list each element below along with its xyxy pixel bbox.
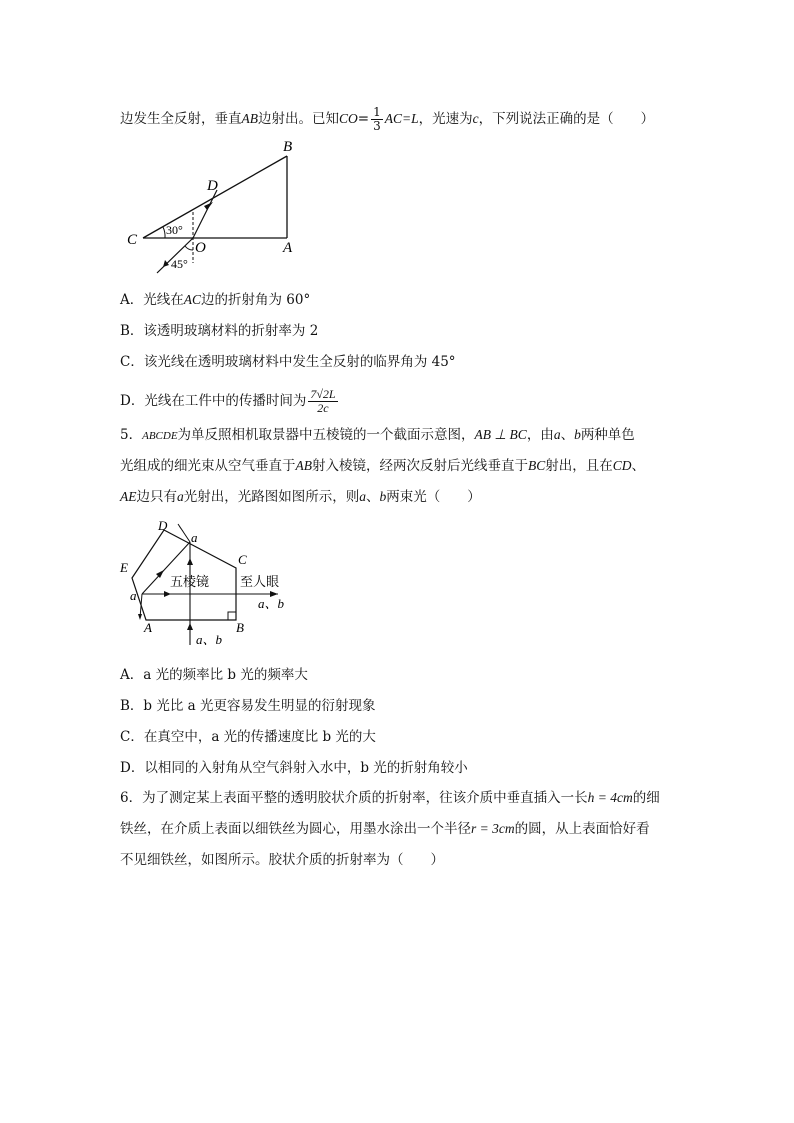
fraction-one-third: $\frac{1}{3}$ — [373, 105, 381, 133]
q5-option-c: C．在真空中，a 光的传播速度比 b 光的大 — [120, 729, 376, 745]
q4-option-d: D．光线在工件中的传播时间为 $\frac{7√2L}{2c}$ — [120, 387, 336, 415]
label-ab-in: a、b — [196, 632, 223, 647]
q5-option-d: D．以相同的入射角从空气斜射入水中，b 光的折射角较小 — [120, 760, 468, 776]
q5-line-2: 光组成的细光束从空气垂直于AB射入棱镜，经两次反射后光线垂直于BC射出，且在CD、 — [120, 458, 646, 474]
q6-line-2: 铁丝，在介质上表面以细铁丝为圆心，用墨水涂出一个半径r = 3cm的圆，从上表面恰好看 — [120, 821, 650, 837]
q5-line-3: AE边只有a光射出，光路图如图所示，则a、b两束光（ ） — [120, 489, 481, 505]
label-a-top: a — [191, 530, 198, 545]
label-B: B — [236, 620, 244, 635]
label-30: 30° — [166, 223, 183, 237]
label-O: O — [195, 240, 206, 256]
label-eye: 至人眼 — [240, 574, 280, 589]
label-a-left: a — [130, 588, 137, 603]
q5-option-a: A．a 光的频率比 b 光的频率大 — [120, 667, 308, 683]
label-C: C — [127, 232, 138, 248]
q4-stem: 边发生全反射，垂直AB边射出。已知CO= $\frac{1}{3}$ AC=L，光速为c，下列说法正确的是（ ） — [120, 105, 655, 133]
label-ab-out: a、b — [258, 596, 285, 611]
q5-pentaprism-figure — [118, 520, 298, 650]
fraction-time: $\frac{7√2L}{2c}$ — [310, 387, 336, 415]
label-45: 45° — [171, 257, 188, 271]
q4-option-a: A．光线在AC边的折射角为 60° — [120, 292, 311, 308]
label-E: E — [120, 560, 128, 575]
q6-line-3: 不见细铁丝，如图所示。胶状介质的折射率为（ ） — [120, 852, 444, 868]
label-D: D — [158, 518, 168, 533]
label-A: A — [283, 240, 293, 256]
q6-line-1: 6．为了测定某上表面平整的透明胶状介质的折射率，往该介质中垂直插入一长h = 4cm的细 — [120, 790, 660, 806]
q4-triangle-figure — [125, 138, 325, 278]
label-C: C — [238, 552, 247, 567]
label-B: B — [283, 139, 293, 155]
label-D: D — [207, 178, 218, 194]
q4-option-b: B．该透明玻璃材料的折射率为 2 — [120, 323, 319, 339]
label-A: A — [144, 620, 152, 635]
q5-option-b: B．b 光比 a 光更容易发生明显的衍射现象 — [120, 698, 376, 714]
q4-option-c: C．该光线在透明玻璃材料中发生全反射的临界角为 45° — [120, 354, 456, 370]
label-prism: 五棱镜 — [170, 574, 210, 589]
q5-line-1: 5．ABCDE为单反照相机取景器中五棱镜的一个截面示意图，AB ⊥ BC，由a、b两种单色 — [120, 427, 635, 443]
